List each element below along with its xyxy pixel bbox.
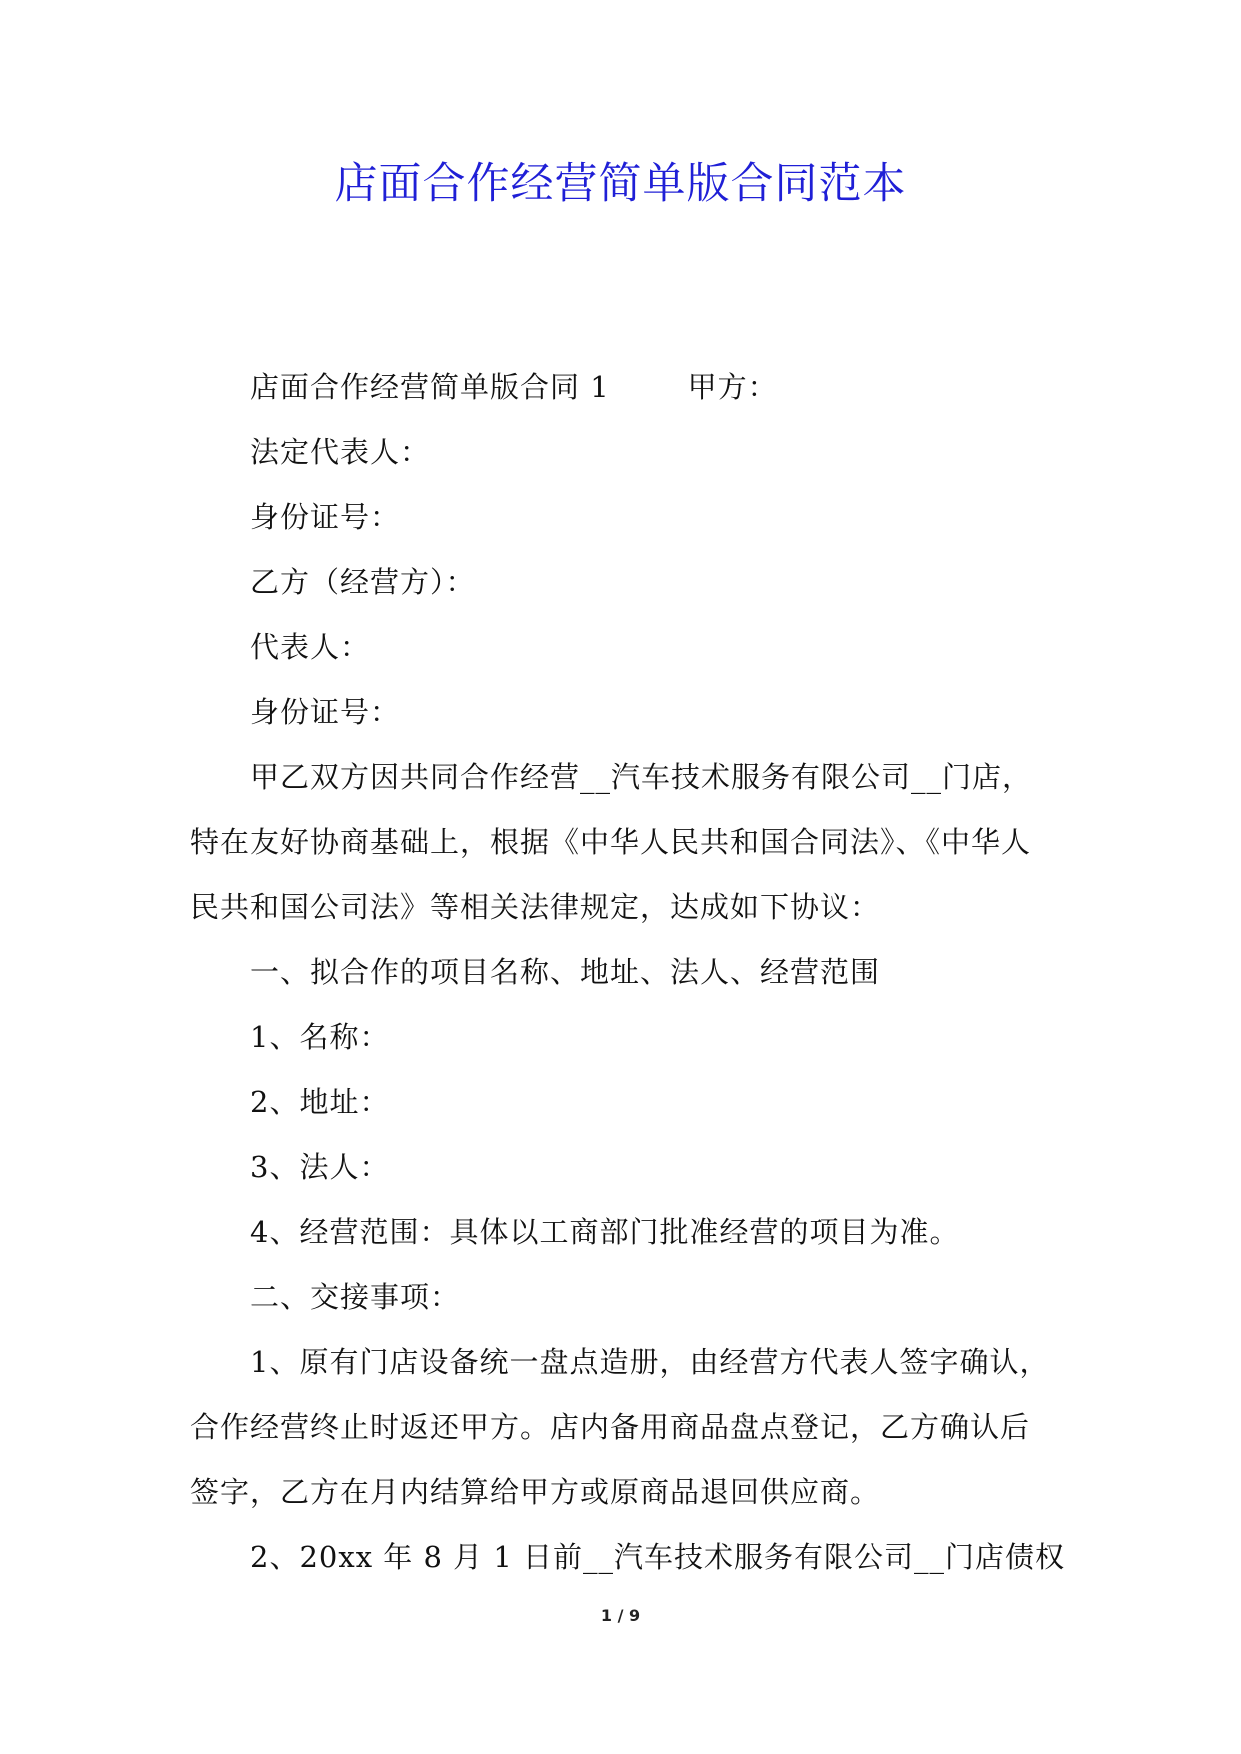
paragraph-line: 乙方（经营方）：	[250, 565, 476, 599]
paragraph-line: 身份证号：	[250, 695, 401, 729]
paragraph-line: 2、20xx 年 8 月 1 日前__汽车技术服务有限公司__门店债权	[250, 1540, 1066, 1574]
document-title: 店面合作经营简单版合同范本	[334, 159, 907, 209]
page-indicator: 1 / 9	[600, 1606, 641, 1625]
paragraph-line: 3、法人：	[250, 1150, 390, 1184]
document-body	[190, 355, 1066, 1590]
section-heading: 一、拟合作的项目名称、地址、法人、经营范围	[250, 955, 881, 989]
paragraph-line: 1、名称：	[250, 1020, 390, 1054]
paragraph-line: 4、经营范围：具体以工商部门批准经营的项目为准。	[250, 1215, 960, 1249]
paragraph-line	[190, 355, 1060, 420]
paragraph-line: 1、原有门店设备统一盘点造册，由经营方代表人签字确认，	[250, 1345, 1050, 1379]
paragraph-line: 法定代表人：	[250, 435, 431, 469]
section-heading: 二、交接事项：	[250, 1280, 461, 1314]
party-a-label: 甲方：	[687, 370, 778, 404]
paragraph-line: 民共和国公司法》等相关法律规定，达成如下协议：	[190, 890, 881, 924]
paragraph-line: 代表人：	[250, 630, 371, 664]
paragraph-line: 签字，乙方在月内结算给甲方或原商品退回供应商。	[190, 1475, 881, 1509]
paragraph-line: 2、地址：	[250, 1085, 390, 1119]
line-text: 店面合作经营简单版合同 1	[250, 370, 610, 404]
paragraph-line: 甲乙双方因共同合作经营__汽车技术服务有限公司__门店，	[250, 760, 1033, 794]
paragraph-line: 特在友好协商基础上，根据《中华人民共和国合同法》、《中华人	[190, 825, 1032, 859]
paragraph-line: 合作经营终止时返还甲方。店内备用商品盘点登记，乙方确认后	[190, 1410, 1031, 1444]
paragraph-line: 身份证号：	[250, 500, 401, 534]
